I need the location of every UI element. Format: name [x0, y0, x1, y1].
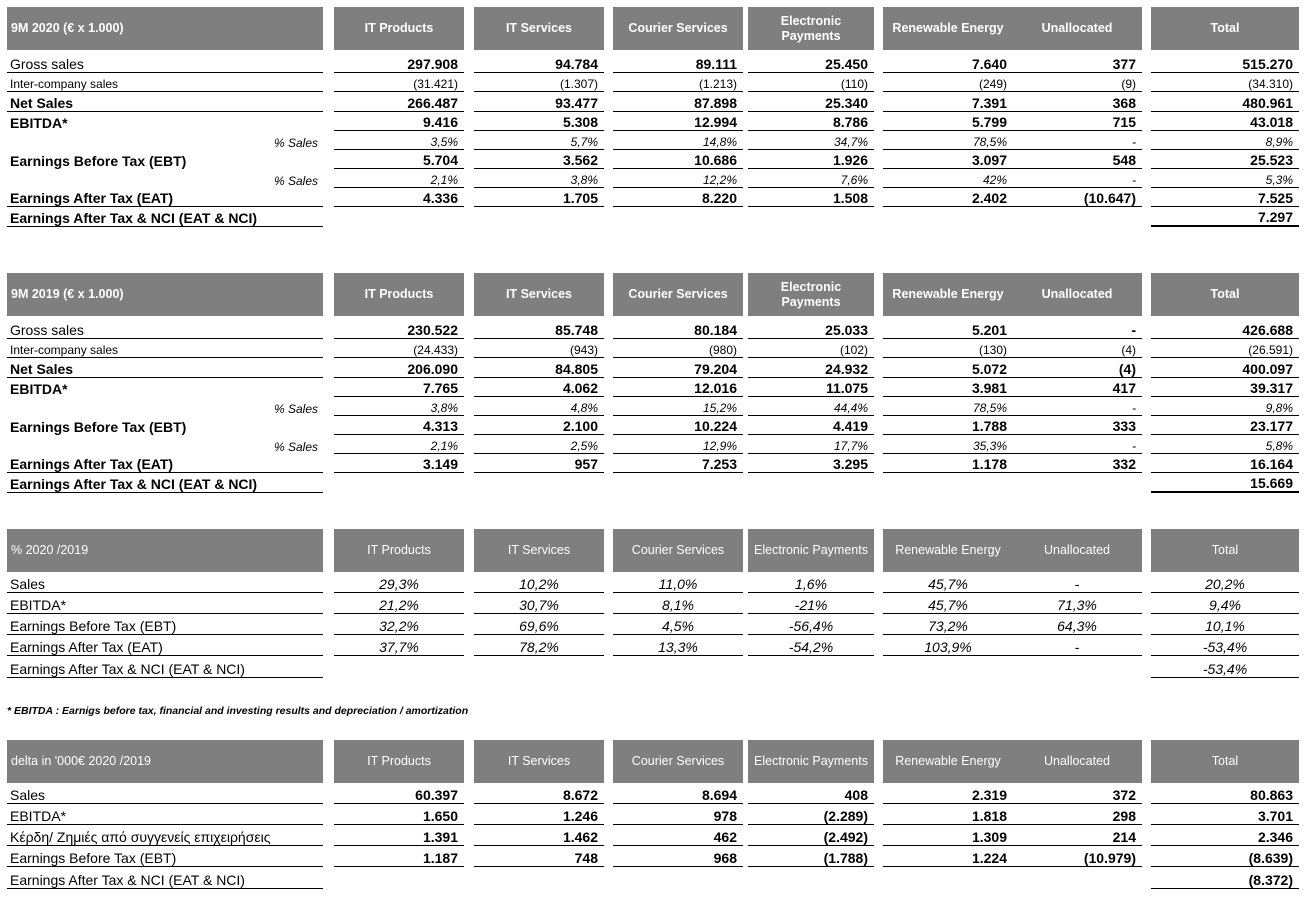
- cell-unallocated: (4): [1012, 339, 1142, 358]
- column-header-courier-services: Courier Services: [613, 740, 743, 783]
- cell-it-products: 4.313: [334, 416, 464, 435]
- ebitda-footnote: * EBITDA : Earnigs before tax, financial and investing results and depreciation / amortization: [7, 705, 469, 717]
- cell-total: 43.018: [1151, 112, 1299, 131]
- cell-it-services: 1.246: [474, 804, 604, 825]
- column-header-unallocated: Unallocated: [1012, 740, 1142, 783]
- cell-electronic-payments: 25.033: [748, 319, 874, 339]
- column-header-it-products: IT Products: [334, 7, 464, 50]
- cell-renewable-energy: 2.319: [883, 783, 1013, 804]
- row-label: Earnings After Tax & NCI (EAT & NCI): [7, 207, 323, 227]
- column-header-courier-services: Courier Services: [613, 7, 743, 50]
- cell-renewable-energy: 5.201: [883, 319, 1013, 339]
- cell-it-products: 2,1%: [334, 169, 464, 188]
- table-row: [7, 783, 1299, 804]
- cell-it-products: 37,7%: [334, 635, 464, 656]
- cell-electronic-payments: (110): [748, 73, 874, 92]
- cell-electronic-payments: (1.788): [748, 846, 874, 867]
- cell-total: (26.591): [1151, 339, 1299, 358]
- cell-renewable-energy: 3.981: [883, 378, 1013, 397]
- cell-electronic-payments: 1.508: [748, 188, 874, 207]
- cell-unallocated: 333: [1012, 416, 1142, 435]
- cell-total: (34.310): [1151, 73, 1299, 92]
- cell-it-products: 206.090: [334, 358, 464, 378]
- column-header-renewable-energy: Renewable Energy: [883, 7, 1013, 50]
- table-row: [7, 867, 1299, 889]
- cell-unallocated: -: [1012, 435, 1142, 454]
- cell-electronic-payments: 4.419: [748, 416, 874, 435]
- cell-it-products: 266.487: [334, 92, 464, 112]
- cell-it-products: 1.650: [334, 804, 464, 825]
- cell-electronic-payments: (2.492): [748, 825, 874, 846]
- row-label: Earnings Before Tax (EBT): [7, 614, 323, 635]
- cell-electronic-payments: -56,4%: [748, 614, 874, 635]
- row-label: % Sales: [273, 136, 318, 150]
- row-label: Net Sales: [7, 358, 323, 378]
- cell-renewable-energy: 73,2%: [883, 614, 1013, 635]
- cell-electronic-payments: 17,7%: [748, 435, 874, 454]
- table-row: [7, 73, 1299, 92]
- table-row: [7, 846, 1299, 867]
- column-header-it-services: IT Services: [474, 740, 604, 783]
- cell-electronic-payments: 1,6%: [748, 572, 874, 593]
- cell-renewable-energy: 45,7%: [883, 593, 1013, 614]
- row-label: % Sales: [273, 174, 318, 188]
- cell-it-products: 5.704: [334, 150, 464, 169]
- table-row: [7, 92, 1299, 112]
- cell-courier-services: 12.994: [613, 112, 743, 131]
- table-row: [7, 169, 1299, 188]
- cell-it-services: 4.062: [474, 378, 604, 397]
- cell-it-services: 748: [474, 846, 604, 867]
- table-row: [7, 635, 1299, 656]
- table-title: 9M 2019 (€ x 1.000): [7, 273, 323, 316]
- cell-it-products: 60.397: [334, 783, 464, 804]
- cell-it-services: 85.748: [474, 319, 604, 339]
- cell-electronic-payments: (102): [748, 339, 874, 358]
- row-label: EBITDA*: [7, 804, 323, 825]
- cell-unallocated: 71,3%: [1012, 593, 1142, 614]
- table-title: 9M 2020 (€ x 1.000): [7, 7, 323, 50]
- cell-renewable-energy: 1.178: [883, 454, 1013, 473]
- cell-courier-services: 13,3%: [613, 635, 743, 656]
- column-header-electronic-payments: Electronic Payments: [748, 273, 874, 316]
- row-label: Earnings Before Tax (EBT): [7, 846, 323, 867]
- cell-it-products: 9.416: [334, 112, 464, 131]
- cell-total: 39.317: [1151, 378, 1299, 397]
- cell-renewable-energy: 1.309: [883, 825, 1013, 846]
- cell-electronic-payments: 25.450: [748, 53, 874, 73]
- table-row: [7, 378, 1299, 397]
- row-label: Inter-company sales: [7, 339, 323, 358]
- cell-unallocated: 377: [1012, 53, 1142, 73]
- table-row: [7, 207, 1299, 227]
- cell-it-services: 3,8%: [474, 169, 604, 188]
- cell-it-services: (1.307): [474, 73, 604, 92]
- cell-unallocated: -: [1012, 131, 1142, 150]
- cell-total: 400.097: [1151, 358, 1299, 378]
- cell-renewable-energy: 103,9%: [883, 635, 1013, 656]
- row-label: Κέρδη/ Ζημιές από συγγενείς επιχειρήσεις: [7, 825, 323, 846]
- cell-courier-services: 12,9%: [613, 435, 743, 454]
- table-tdelta: [7, 740, 1299, 889]
- table-row: [7, 593, 1299, 614]
- column-header-electronic-payments: Electronic Payments: [748, 529, 874, 572]
- cell-total: 480.961: [1151, 92, 1299, 112]
- table-row: [7, 435, 1299, 454]
- cell-it-products: (24.433): [334, 339, 464, 358]
- column-header-total: Total: [1151, 740, 1299, 783]
- table-row: [7, 656, 1299, 678]
- cell-unallocated: -: [1012, 319, 1142, 339]
- cell-electronic-payments: 34,7%: [748, 131, 874, 150]
- cell-renewable-energy: 7.640: [883, 53, 1013, 73]
- table-title: % 2020 /2019: [7, 529, 323, 572]
- column-header-courier-services: Courier Services: [613, 529, 743, 572]
- cell-renewable-energy: 42%: [883, 169, 1013, 188]
- table-row: [7, 319, 1299, 339]
- table-row: [7, 339, 1299, 358]
- table-header: [7, 7, 1299, 50]
- cell-renewable-energy: 3.097: [883, 150, 1013, 169]
- cell-total: 7.297: [1151, 207, 1299, 227]
- cell-it-services: 5,7%: [474, 131, 604, 150]
- cell-electronic-payments: 24.932: [748, 358, 874, 378]
- cell-courier-services: 80.184: [613, 319, 743, 339]
- cell-unallocated: (4): [1012, 358, 1142, 378]
- cell-total: 8,9%: [1151, 131, 1299, 150]
- row-label: Earnings Before Tax (EBT): [10, 419, 187, 435]
- cell-courier-services: 89.111: [613, 53, 743, 73]
- cell-electronic-payments: 7,6%: [748, 169, 874, 188]
- cell-total: 426.688: [1151, 319, 1299, 339]
- cell-courier-services: 79.204: [613, 358, 743, 378]
- cell-total: 515.270: [1151, 53, 1299, 73]
- cell-it-services: 957: [474, 454, 604, 473]
- cell-courier-services: 12,2%: [613, 169, 743, 188]
- cell-electronic-payments: 11.075: [748, 378, 874, 397]
- cell-unallocated: 372: [1012, 783, 1142, 804]
- row-label: Earnings After Tax & NCI (EAT & NCI): [7, 656, 323, 678]
- column-header-renewable-energy: Renewable Energy: [883, 529, 1013, 572]
- cell-unallocated: 548: [1012, 150, 1142, 169]
- column-header-it-products: IT Products: [334, 529, 464, 572]
- cell-it-services: 69,6%: [474, 614, 604, 635]
- cell-it-products: 21,2%: [334, 593, 464, 614]
- cell-it-services: 8.672: [474, 783, 604, 804]
- column-header-it-services: IT Services: [474, 529, 604, 572]
- table-row: [7, 150, 1299, 169]
- cell-unallocated: 298: [1012, 804, 1142, 825]
- cell-renewable-energy: 2.402: [883, 188, 1013, 207]
- cell-renewable-energy: 1.224: [883, 846, 1013, 867]
- row-label: EBITDA*: [7, 593, 323, 614]
- column-header-unallocated: Unallocated: [1012, 7, 1142, 50]
- cell-it-services: (943): [474, 339, 604, 358]
- table-row: [7, 112, 1299, 131]
- cell-renewable-energy: 5.799: [883, 112, 1013, 131]
- cell-unallocated: -: [1012, 169, 1142, 188]
- cell-it-services: 94.784: [474, 53, 604, 73]
- table-row: [7, 454, 1299, 473]
- cell-renewable-energy: 1.788: [883, 416, 1013, 435]
- cell-renewable-energy: 78,5%: [883, 397, 1013, 416]
- cell-courier-services: 8.220: [613, 188, 743, 207]
- cell-it-products: 3,5%: [334, 131, 464, 150]
- cell-it-services: 2.100: [474, 416, 604, 435]
- table-t2019: [7, 273, 1299, 493]
- cell-courier-services: 462: [613, 825, 743, 846]
- cell-total: -53,4%: [1151, 635, 1299, 656]
- cell-total: (8.372): [1151, 867, 1299, 889]
- cell-it-services: 10,2%: [474, 572, 604, 593]
- cell-it-products: 3.149: [334, 454, 464, 473]
- cell-it-products: 297.908: [334, 53, 464, 73]
- cell-it-services: 2,5%: [474, 435, 604, 454]
- table-header: [7, 273, 1299, 316]
- cell-total: 9,4%: [1151, 593, 1299, 614]
- cell-total: 23.177: [1151, 416, 1299, 435]
- table-header: [7, 529, 1299, 572]
- table-row: [7, 416, 1299, 435]
- row-label: Sales: [7, 783, 323, 804]
- table-row: [7, 358, 1299, 378]
- table-row: [7, 53, 1299, 73]
- cell-courier-services: 11,0%: [613, 572, 743, 593]
- column-header-unallocated: Unallocated: [1012, 529, 1142, 572]
- cell-unallocated: (10.979): [1012, 846, 1142, 867]
- cell-it-services: 84.805: [474, 358, 604, 378]
- cell-it-services: 78,2%: [474, 635, 604, 656]
- cell-courier-services: 10.224: [613, 416, 743, 435]
- table-t2020: [7, 7, 1299, 227]
- cell-total: 25.523: [1151, 150, 1299, 169]
- table-header: [7, 740, 1299, 783]
- cell-unallocated: (10.647): [1012, 188, 1142, 207]
- cell-courier-services: 14,8%: [613, 131, 743, 150]
- cell-it-products: 1.187: [334, 846, 464, 867]
- cell-renewable-energy: 45,7%: [883, 572, 1013, 593]
- column-header-it-products: IT Products: [334, 740, 464, 783]
- cell-unallocated: 214: [1012, 825, 1142, 846]
- row-label: Earnings After Tax & NCI (EAT & NCI): [7, 473, 323, 493]
- column-header-total: Total: [1151, 7, 1299, 50]
- cell-electronic-payments: 8.786: [748, 112, 874, 131]
- cell-it-services: 1.705: [474, 188, 604, 207]
- cell-total: 20,2%: [1151, 572, 1299, 593]
- column-header-electronic-payments: Electronic Payments: [748, 740, 874, 783]
- row-label: EBITDA*: [10, 381, 68, 397]
- cell-total: 7.525: [1151, 188, 1299, 207]
- cell-it-services: 1.462: [474, 825, 604, 846]
- cell-courier-services: 8,1%: [613, 593, 743, 614]
- cell-total: 80.863: [1151, 783, 1299, 804]
- cell-electronic-payments: -54,2%: [748, 635, 874, 656]
- column-header-total: Total: [1151, 529, 1299, 572]
- cell-total: 16.164: [1151, 454, 1299, 473]
- column-header-renewable-energy: Renewable Energy: [883, 273, 1013, 316]
- column-header-it-services: IT Services: [474, 7, 604, 50]
- row-label: Earnings After Tax (EAT): [7, 635, 323, 656]
- cell-renewable-energy: 7.391: [883, 92, 1013, 112]
- cell-courier-services: 12.016: [613, 378, 743, 397]
- cell-it-products: 2,1%: [334, 435, 464, 454]
- cell-it-services: 5.308: [474, 112, 604, 131]
- cell-total: 2.346: [1151, 825, 1299, 846]
- cell-it-services: 93.477: [474, 92, 604, 112]
- cell-it-products: (31.421): [334, 73, 464, 92]
- cell-electronic-payments: 25.340: [748, 92, 874, 112]
- cell-it-products: 3,8%: [334, 397, 464, 416]
- cell-courier-services: 10.686: [613, 150, 743, 169]
- column-header-it-products: IT Products: [334, 273, 464, 316]
- table-row: [7, 572, 1299, 593]
- cell-unallocated: 64,3%: [1012, 614, 1142, 635]
- cell-renewable-energy: 5.072: [883, 358, 1013, 378]
- cell-unallocated: -: [1012, 572, 1142, 593]
- cell-renewable-energy: (249): [883, 73, 1013, 92]
- table-row: [7, 473, 1299, 493]
- cell-renewable-energy: (130): [883, 339, 1013, 358]
- cell-electronic-payments: -21%: [748, 593, 874, 614]
- table-row: [7, 804, 1299, 825]
- column-header-courier-services: Courier Services: [613, 273, 743, 316]
- cell-total: -53,4%: [1151, 656, 1299, 678]
- table-title: delta in '000€ 2020 /2019: [7, 740, 323, 783]
- cell-total: 5,8%: [1151, 435, 1299, 454]
- cell-total: 9,8%: [1151, 397, 1299, 416]
- cell-unallocated: -: [1012, 397, 1142, 416]
- cell-total: (8.639): [1151, 846, 1299, 867]
- cell-total: 15.669: [1151, 473, 1299, 493]
- table-row: [7, 397, 1299, 416]
- column-header-total: Total: [1151, 273, 1299, 316]
- cell-electronic-payments: 1.926: [748, 150, 874, 169]
- row-label: Gross sales: [7, 319, 323, 339]
- column-header-it-services: IT Services: [474, 273, 604, 316]
- row-label: Earnings After Tax & NCI (EAT & NCI): [7, 867, 323, 889]
- cell-courier-services: 15,2%: [613, 397, 743, 416]
- table-row: [7, 131, 1299, 150]
- column-header-unallocated: Unallocated: [1012, 273, 1142, 316]
- cell-courier-services: (1.213): [613, 73, 743, 92]
- cell-unallocated: 417: [1012, 378, 1142, 397]
- cell-total: 5,3%: [1151, 169, 1299, 188]
- row-label: Sales: [7, 572, 323, 593]
- row-label: Earnings After Tax (EAT): [7, 188, 323, 207]
- cell-unallocated: 368: [1012, 92, 1142, 112]
- cell-it-services: 3.562: [474, 150, 604, 169]
- cell-courier-services: 978: [613, 804, 743, 825]
- cell-renewable-energy: 35,3%: [883, 435, 1013, 454]
- row-label: Earnings After Tax (EAT): [7, 454, 323, 473]
- table-row: [7, 614, 1299, 635]
- cell-renewable-energy: 1.818: [883, 804, 1013, 825]
- cell-courier-services: 7.253: [613, 454, 743, 473]
- cell-unallocated: -: [1012, 635, 1142, 656]
- cell-courier-services: 87.898: [613, 92, 743, 112]
- row-label: % Sales: [273, 440, 318, 454]
- cell-it-services: 30,7%: [474, 593, 604, 614]
- cell-courier-services: 4,5%: [613, 614, 743, 635]
- row-label: Net Sales: [7, 92, 323, 112]
- row-label: % Sales: [273, 402, 318, 416]
- cell-unallocated: (9): [1012, 73, 1142, 92]
- cell-renewable-energy: 78,5%: [883, 131, 1013, 150]
- cell-electronic-payments: (2.289): [748, 804, 874, 825]
- row-label: Gross sales: [7, 53, 323, 73]
- table-row: [7, 188, 1299, 207]
- column-header-electronic-payments: Electronic Payments: [748, 7, 874, 50]
- cell-courier-services: (980): [613, 339, 743, 358]
- row-label: Inter-company sales: [7, 73, 323, 92]
- cell-courier-services: 968: [613, 846, 743, 867]
- cell-it-products: 32,2%: [334, 614, 464, 635]
- row-label: EBITDA*: [10, 115, 68, 131]
- cell-unallocated: 332: [1012, 454, 1142, 473]
- cell-total: 10,1%: [1151, 614, 1299, 635]
- row-label: Earnings Before Tax (EBT): [10, 153, 187, 169]
- column-header-renewable-energy: Renewable Energy: [883, 740, 1013, 783]
- cell-electronic-payments: 3.295: [748, 454, 874, 473]
- cell-electronic-payments: 408: [748, 783, 874, 804]
- cell-courier-services: 8.694: [613, 783, 743, 804]
- cell-electronic-payments: 44,4%: [748, 397, 874, 416]
- cell-it-products: 1.391: [334, 825, 464, 846]
- table-tpct: [7, 529, 1299, 678]
- cell-it-services: 4,8%: [474, 397, 604, 416]
- cell-it-products: 4.336: [334, 188, 464, 207]
- table-row: [7, 825, 1299, 846]
- cell-it-products: 230.522: [334, 319, 464, 339]
- cell-unallocated: 715: [1012, 112, 1142, 131]
- cell-it-products: 7.765: [334, 378, 464, 397]
- cell-it-products: 29,3%: [334, 572, 464, 593]
- cell-total: 3.701: [1151, 804, 1299, 825]
